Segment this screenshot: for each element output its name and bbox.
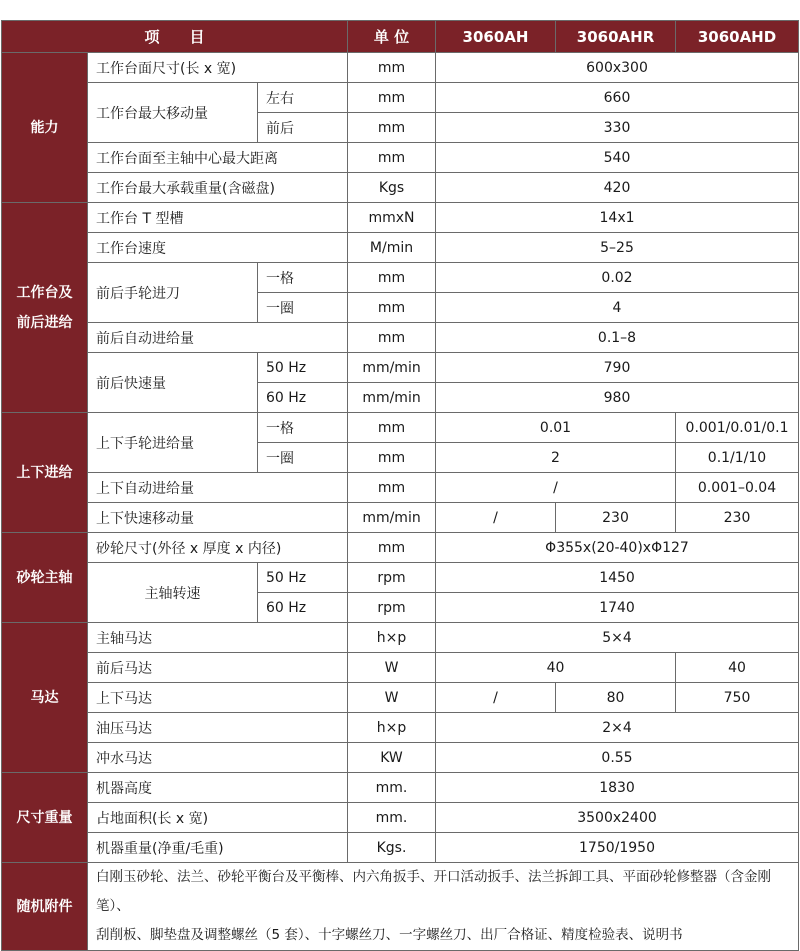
row-value: 600x300 bbox=[436, 53, 799, 83]
row-sublabel: 一圈 bbox=[258, 293, 348, 323]
row-unit: mm bbox=[348, 83, 436, 113]
table-row bbox=[2, 203, 799, 233]
table-row bbox=[2, 623, 799, 653]
row-value: 750 bbox=[676, 683, 799, 713]
row-value: 980 bbox=[436, 383, 799, 413]
row-sublabel: 60 Hz bbox=[258, 593, 348, 623]
row-unit: mm bbox=[348, 263, 436, 293]
row-label: 油压马达 bbox=[88, 713, 348, 743]
row-label: 砂轮尺寸(外径 x 厚度 x 内径) bbox=[88, 533, 348, 563]
row-label: 前后马达 bbox=[88, 653, 348, 683]
row-unit: mm bbox=[348, 473, 436, 503]
row-label: 机器重量(净重/毛重) bbox=[88, 833, 348, 863]
table-row bbox=[2, 53, 799, 83]
row-value: 80 bbox=[556, 683, 676, 713]
header-item: 项 目 bbox=[2, 21, 348, 53]
row-value: 1750/1950 bbox=[436, 833, 799, 863]
row-value: 0.1/1/10 bbox=[676, 443, 799, 473]
table-row bbox=[2, 863, 799, 951]
row-value: 790 bbox=[436, 353, 799, 383]
row-unit: mm bbox=[348, 533, 436, 563]
row-sublabel: 一格 bbox=[258, 413, 348, 443]
table-row bbox=[2, 773, 799, 803]
row-unit: mm. bbox=[348, 803, 436, 833]
row-label: 工作台面至主轴中心最大距离 bbox=[88, 143, 348, 173]
row-unit: mmxN bbox=[348, 203, 436, 233]
row-value: 4 bbox=[436, 293, 799, 323]
table-row bbox=[2, 563, 799, 593]
section-accessories: 随机附件 bbox=[2, 863, 88, 951]
row-label: 工作台面尺寸(长 x 宽) bbox=[88, 53, 348, 83]
row-unit: mm bbox=[348, 53, 436, 83]
row-label: 上下马达 bbox=[88, 683, 348, 713]
row-label: 前后手轮进刀 bbox=[88, 263, 258, 323]
row-value: 2×4 bbox=[436, 713, 799, 743]
row-unit: mm/min bbox=[348, 353, 436, 383]
row-unit: mm/min bbox=[348, 383, 436, 413]
row-unit: mm bbox=[348, 323, 436, 353]
section-title-line1: 工作台及 bbox=[16, 284, 73, 301]
row-label: 前后自动进给量 bbox=[88, 323, 348, 353]
row-value: / bbox=[436, 683, 556, 713]
row-value: 540 bbox=[436, 143, 799, 173]
spec-table bbox=[1, 20, 799, 951]
row-sublabel: 一圈 bbox=[258, 443, 348, 473]
row-value: 40 bbox=[676, 653, 799, 683]
row-value: 0.001/0.01/0.1 bbox=[676, 413, 799, 443]
row-value: / bbox=[436, 473, 676, 503]
table-row bbox=[2, 653, 799, 683]
table-row bbox=[2, 743, 799, 773]
header-model-3060ah: 3060AH bbox=[436, 21, 556, 53]
row-value: 3500x2400 bbox=[436, 803, 799, 833]
row-value: 2 bbox=[436, 443, 676, 473]
row-sublabel: 一格 bbox=[258, 263, 348, 293]
row-unit: W bbox=[348, 653, 436, 683]
row-sublabel: 50 Hz bbox=[258, 563, 348, 593]
row-label: 主轴马达 bbox=[88, 623, 348, 653]
row-value: 0.1–8 bbox=[436, 323, 799, 353]
row-value: Φ355x(20-40)xΦ127 bbox=[436, 533, 799, 563]
row-sublabel: 左右 bbox=[258, 83, 348, 113]
section-dimensions: 尺寸重量 bbox=[2, 773, 88, 863]
table-row bbox=[2, 143, 799, 173]
section-capacity: 能力 bbox=[2, 53, 88, 203]
table-row bbox=[2, 683, 799, 713]
row-label: 工作台最大移动量 bbox=[88, 83, 258, 143]
table-row bbox=[2, 803, 799, 833]
table-row bbox=[2, 173, 799, 203]
header-model-3060ahr: 3060AHR bbox=[556, 21, 676, 53]
row-unit: mm bbox=[348, 443, 436, 473]
accessories-line2: 刮削板、脚垫盘及调整螺丝（5 套）、十字螺丝刀、一字螺丝刀、出厂合格证、精度检验表、说明书 bbox=[96, 927, 683, 943]
section-table-feed bbox=[2, 203, 88, 413]
row-value: 0.001–0.04 bbox=[676, 473, 799, 503]
row-label: 工作台最大承载重量(含磁盘) bbox=[88, 173, 348, 203]
row-value: 1740 bbox=[436, 593, 799, 623]
row-unit: rpm bbox=[348, 593, 436, 623]
row-label: 占地面积(长 x 宽) bbox=[88, 803, 348, 833]
row-value: 1450 bbox=[436, 563, 799, 593]
row-value: 0.01 bbox=[436, 413, 676, 443]
row-unit: mm bbox=[348, 143, 436, 173]
row-unit: KW bbox=[348, 743, 436, 773]
row-label: 机器高度 bbox=[88, 773, 348, 803]
row-unit: mm bbox=[348, 113, 436, 143]
row-label: 工作台速度 bbox=[88, 233, 348, 263]
row-unit: W bbox=[348, 683, 436, 713]
row-value: 660 bbox=[436, 83, 799, 113]
row-unit: Kgs bbox=[348, 173, 436, 203]
table-row bbox=[2, 533, 799, 563]
section-motors: 马达 bbox=[2, 623, 88, 773]
table-row bbox=[2, 263, 799, 293]
row-unit: h×p bbox=[348, 623, 436, 653]
row-unit: mm. bbox=[348, 773, 436, 803]
row-sublabel: 50 Hz bbox=[258, 353, 348, 383]
table-row bbox=[2, 83, 799, 113]
row-label: 上下快速移动量 bbox=[88, 503, 348, 533]
row-label: 上下手轮进给量 bbox=[88, 413, 258, 473]
row-sublabel: 60 Hz bbox=[258, 383, 348, 413]
row-value: 40 bbox=[436, 653, 676, 683]
row-unit: h×p bbox=[348, 713, 436, 743]
row-value: 330 bbox=[436, 113, 799, 143]
row-unit: rpm bbox=[348, 563, 436, 593]
section-vertical-feed: 上下进给 bbox=[2, 413, 88, 533]
row-value: 0.02 bbox=[436, 263, 799, 293]
table-row bbox=[2, 323, 799, 353]
table-row bbox=[2, 713, 799, 743]
row-label: 工作台 T 型槽 bbox=[88, 203, 348, 233]
table-row bbox=[2, 833, 799, 863]
row-label: 冲水马达 bbox=[88, 743, 348, 773]
header-unit: 单 位 bbox=[348, 21, 436, 53]
row-unit: mm bbox=[348, 293, 436, 323]
row-value: 1830 bbox=[436, 773, 799, 803]
table-row bbox=[2, 503, 799, 533]
section-spindle: 砂轮主轴 bbox=[2, 533, 88, 623]
row-value: 230 bbox=[676, 503, 799, 533]
row-value: 0.55 bbox=[436, 743, 799, 773]
row-value: 420 bbox=[436, 173, 799, 203]
row-unit: mm/min bbox=[348, 503, 436, 533]
row-unit: Kgs. bbox=[348, 833, 436, 863]
row-unit: M/min bbox=[348, 233, 436, 263]
row-unit: mm bbox=[348, 413, 436, 443]
row-label: 主轴转速 bbox=[88, 563, 258, 623]
header-model-3060ahd: 3060AHD bbox=[676, 21, 799, 53]
row-value: 5×4 bbox=[436, 623, 799, 653]
table-row bbox=[2, 413, 799, 443]
accessories-list bbox=[88, 863, 799, 951]
accessories-line1: 白刚玉砂轮、法兰、砂轮平衡台及平衡棒、内六角扳手、开口活动扳手、法兰拆卸工具、平面砂轮修整器（含金刚笔）、 bbox=[96, 869, 771, 914]
table-row bbox=[2, 473, 799, 503]
row-sublabel: 前后 bbox=[258, 113, 348, 143]
table-row bbox=[2, 353, 799, 383]
row-value: 14x1 bbox=[436, 203, 799, 233]
row-label: 前后快速量 bbox=[88, 353, 258, 413]
section-title-line2: 前后进给 bbox=[16, 314, 73, 331]
row-value: 5–25 bbox=[436, 233, 799, 263]
row-value: / bbox=[436, 503, 556, 533]
header-row bbox=[2, 21, 799, 53]
row-label: 上下自动进给量 bbox=[88, 473, 348, 503]
row-value: 230 bbox=[556, 503, 676, 533]
table-row bbox=[2, 233, 799, 263]
